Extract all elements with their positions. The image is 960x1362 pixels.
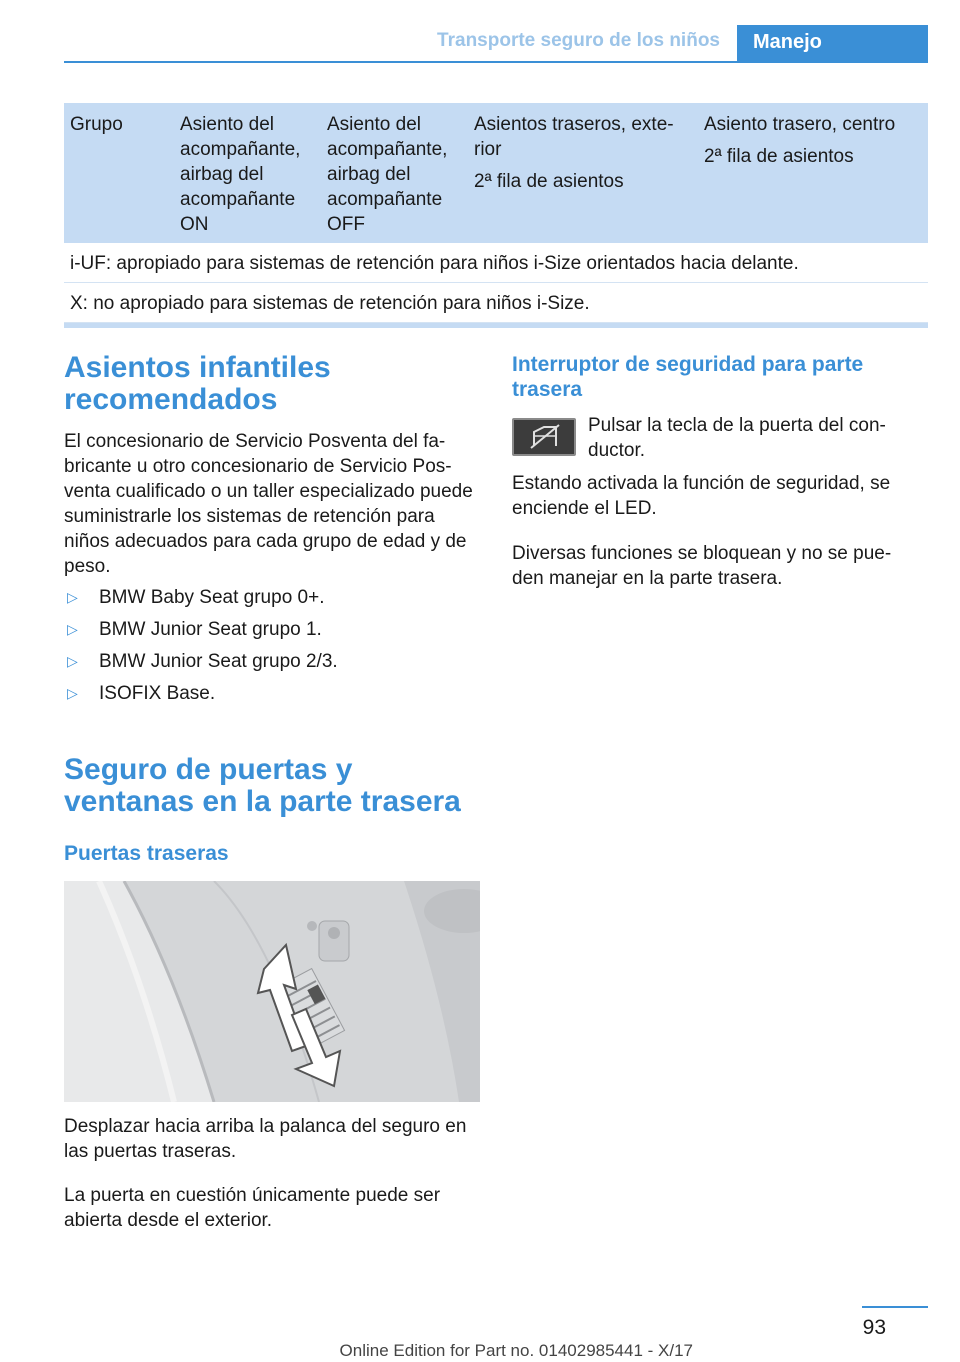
table-header-group: Grupo (70, 114, 123, 135)
table-note-x: X: no apropiado para sistemas de retención para niños i-Size. (64, 283, 928, 323)
triangle-right-icon: ▷ (67, 685, 78, 701)
rear-window-lock-button-icon (512, 418, 576, 456)
door-lock-drawing (64, 881, 480, 1102)
led-paragraph: Estando activada la función de seguridad, se enciende el LED. (512, 473, 891, 519)
window-lock-glyph (514, 420, 574, 454)
list-item: ▷ BMW Baby Seat grupo 0+. (67, 587, 325, 608)
table-header-passenger-airbag-off: Asiento del acompañante, airbag del acompañante OFF (327, 114, 448, 235)
seat-compatibility-table (64, 103, 928, 328)
triangle-right-icon: ▷ (67, 621, 78, 637)
running-header-chapter: Manejo (737, 25, 928, 63)
footer-divider (862, 1306, 928, 1308)
recommended-seats-list (64, 585, 480, 713)
table-header-row (64, 103, 928, 243)
table-note-iuf: i-UF: apropiado para sistemas de retención para niños i-Size orientados hacia delante. (64, 243, 928, 283)
page-number: 93 (862, 1316, 886, 1339)
heading-rear-safety-switch: Interruptor de seguridad para parte trasera (512, 353, 864, 401)
table-header-rear-center: Asiento trasero, centro 2ª fila de asientos (704, 114, 896, 167)
table-bottom-rule (64, 323, 928, 328)
heading-door-window-lock: Seguro de puertas y ventanas en la parte trasera (64, 753, 461, 818)
table-header-passenger-airbag-on: Asiento del acompañante, airbag del acompañante ON (180, 114, 301, 235)
caption-lever: Desplazar hacia arriba la palanca del seguro en las puertas traseras. (64, 1116, 467, 1162)
door-lock-illustration (64, 881, 480, 1102)
triangle-right-icon: ▷ (67, 653, 78, 669)
list-item: ▷ BMW Junior Seat grupo 2/3. (67, 651, 338, 672)
blocked-functions-paragraph: Diversas funciones se bloquean y no se pue-den manejar en la parte trasera. (512, 543, 892, 589)
press-driver-door-button: Pulsar la tecla de la puerta del con-ductor. (588, 415, 886, 461)
intro-paragraph: El concesionario de Servicio Posventa del fa-bricante u otro concesionario de Servicio Pos-venta cualificado o un taller especializado puede suministrarle los sistemas de retención para niños adecuados para cada grupo de edad y de peso. (64, 431, 473, 577)
caption-open-outside: La puerta en cuestión únicamente puede ser abierta desde el exterior. (64, 1185, 441, 1231)
heading-rear-doors: Puertas traseras (64, 842, 229, 865)
running-header-section: Transporte seguro de los niños (437, 30, 720, 51)
table-header-rear-outer: Asientos traseros, exte-rior 2ª fila de asientos (474, 114, 674, 192)
list-item: ▷ BMW Junior Seat grupo 1. (67, 619, 322, 640)
edition-note: Online Edition for Part no. 01402985441 - X/17 (339, 1341, 693, 1360)
list-item: ▷ ISOFIX Base. (67, 683, 216, 704)
heading-recommended-seats: Asientos infantiles recomendados (64, 351, 331, 416)
header-divider (64, 61, 928, 63)
triangle-right-icon: ▷ (67, 589, 78, 605)
